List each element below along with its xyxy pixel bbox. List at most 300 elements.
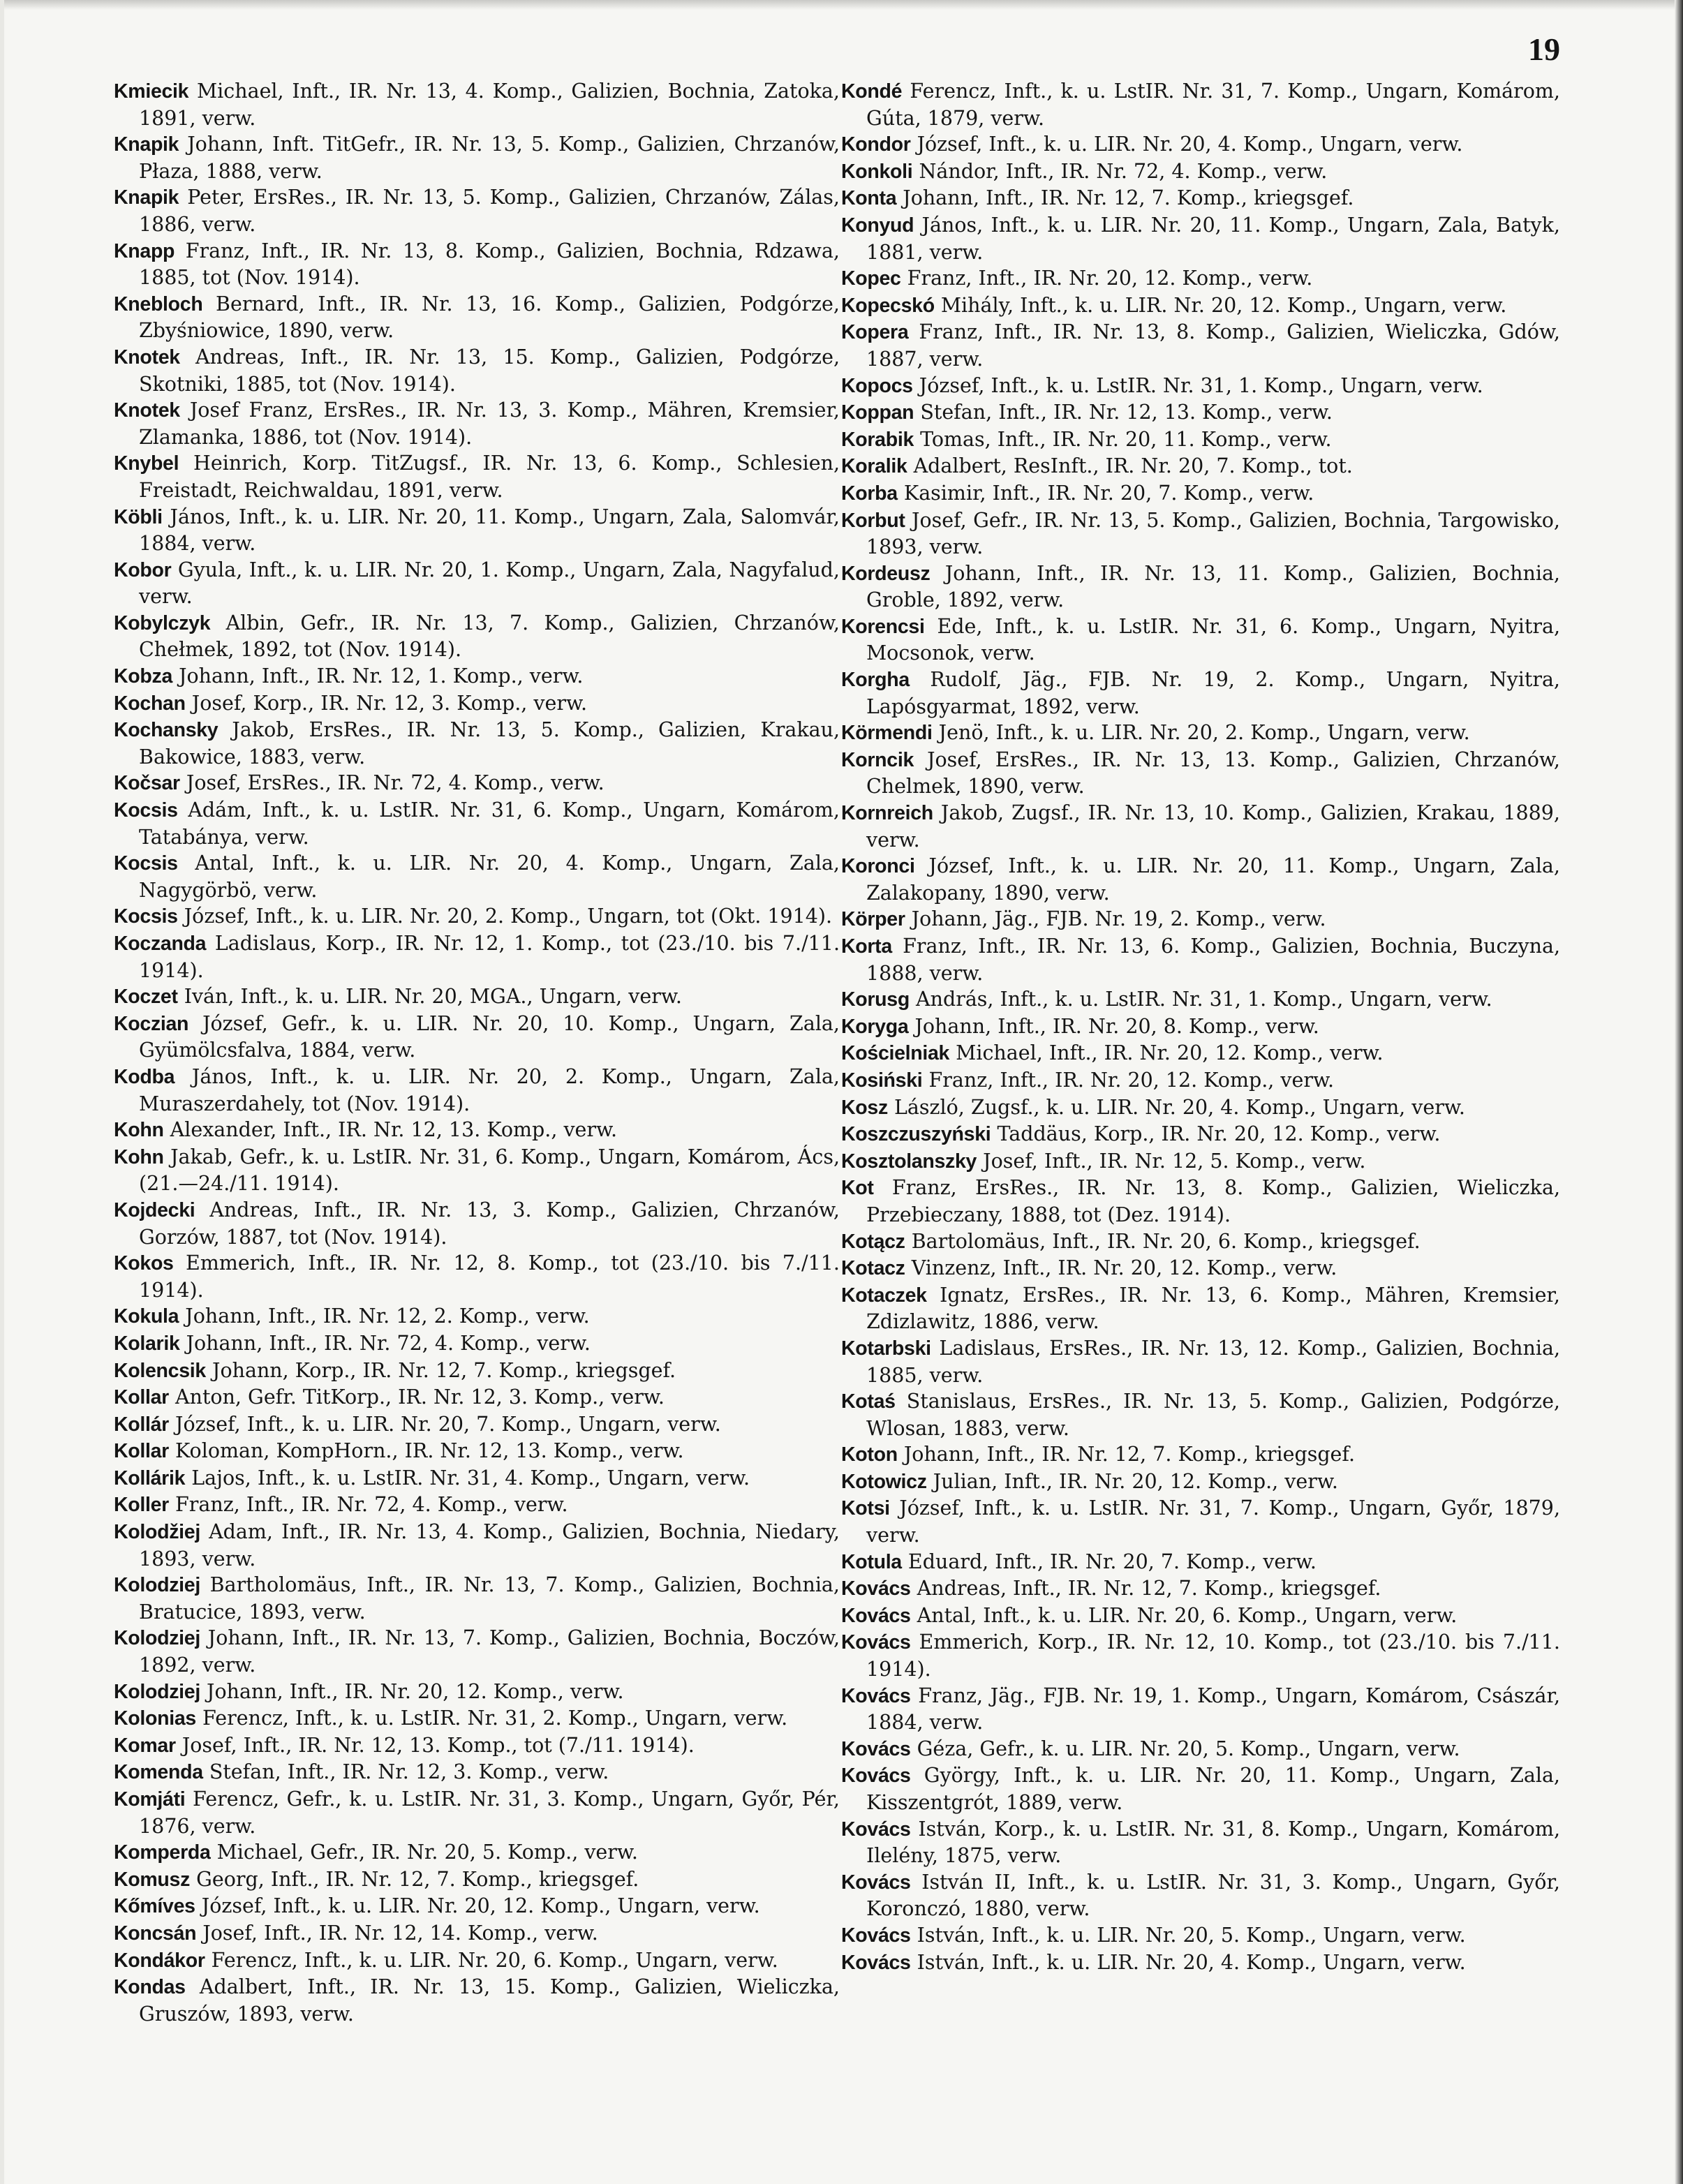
entry-surname: Kotaś — [841, 1390, 896, 1413]
entry-details: Anton, Gefr. TitKorp., IR. Nr. 12, 3. Komp., verw. — [168, 1386, 665, 1409]
entry-details: Johann, Inft., IR. Nr. 12, 7. Komp., kriegsgef. — [897, 1443, 1356, 1466]
list-entry — [841, 319, 1560, 372]
entry-surname: Korncik — [841, 748, 914, 771]
entry-details: Michael, Inft., IR. Nr. 13, 4. Komp., Galizien, Bochnia, Zatoka, 1891, verw. — [139, 80, 840, 130]
entry-surname: Kotula — [841, 1550, 902, 1573]
entry-details: Ignatz, ErsRes., IR. Nr. 13, 6. Komp., Mähren, Kremsier, Zdizlawitz, 1886, verw. — [866, 1283, 1560, 1334]
list-entry — [114, 797, 840, 850]
list-entry — [114, 344, 840, 397]
list-entry — [114, 1920, 840, 1947]
entry-details: Adalbert, ResInft., IR. Nr. 20, 7. Komp., tot. — [907, 454, 1353, 478]
scan-edge-left — [0, 0, 4, 2184]
entry-surname: Kondor — [841, 133, 911, 156]
entry-details: Johann, Inft. TitGefr., IR. Nr. 13, 5. Komp., Galizien, Chrzanów, Płaza, 1888, verw. — [139, 133, 840, 183]
entry-details: Franz, Jäg., FJB. Nr. 19, 1. Komp., Ungarn, Komárom, Császár, 1884, verw. — [866, 1684, 1560, 1734]
entry-surname: Kolodziej — [114, 1574, 200, 1597]
entry-details: Josef, ErsRes., IR. Nr. 13, 13. Komp., Galizien, Chrzanów, Chelmek, 1890, verw. — [866, 748, 1560, 798]
entry-surname: Kollar — [114, 1440, 169, 1463]
list-entry — [114, 1411, 840, 1439]
entry-surname: Korgha — [841, 669, 910, 692]
list-entry — [841, 1441, 1560, 1469]
entry-surname: Kocsis — [114, 852, 178, 875]
list-entry — [114, 1384, 840, 1411]
list-entry — [114, 184, 840, 237]
entry-surname: Knapik — [114, 186, 179, 209]
entry-surname: Kokula — [114, 1305, 179, 1328]
entry-details: Heinrich, Korp. TitZugsf., IR. Nr. 13, 6. Komp., Schlesien, Freistadt, Reichwaldau, 1891, verw. — [139, 452, 840, 502]
entry-surname: Kotącz — [841, 1230, 905, 1253]
list-entry — [841, 1013, 1560, 1041]
list-entry — [114, 1625, 840, 1678]
list-entry — [114, 1519, 840, 1572]
list-entry — [841, 1922, 1560, 1949]
entry-surname: Korta — [841, 935, 892, 958]
list-entry — [841, 1762, 1560, 1815]
entry-surname: Knebloch — [114, 292, 203, 315]
list-entry — [841, 1148, 1560, 1175]
list-entry — [841, 1495, 1560, 1548]
entry-details: István, Korp., k. u. LstIR. Nr. 31, 8. Komp., Ungarn, Komárom, Ilelény, 1875, verw. — [866, 1817, 1560, 1868]
entry-details: János, Inft., k. u. LIR. Nr. 20, 11. Komp., Ungarn, Zala, Batyk, 1881, verw. — [866, 213, 1560, 264]
entry-details: Johann, Inft., IR. Nr. 20, 12. Komp., verw. — [200, 1679, 624, 1703]
entry-details: József, Inft., k. u. LIR. Nr. 20, 7. Komp., Ungarn, verw. — [168, 1412, 721, 1436]
list-entry — [841, 480, 1560, 507]
entry-surname: Korbut — [841, 509, 905, 532]
entry-surname: Köbli — [114, 505, 163, 528]
entry-surname: Kornreich — [841, 802, 933, 825]
entry-details: Emmerich, Korp., IR. Nr. 12, 10. Komp., tot (23./10. bis 7./11. 1914). — [866, 1630, 1560, 1681]
entry-details: Andreas, Inft., IR. Nr. 13, 3. Komp., Galizien, Chrzanów, Gorzów, 1887, tot (Nov. 1914). — [139, 1198, 840, 1249]
entry-surname: Kotowicz — [841, 1470, 927, 1493]
entry-surname: Korba — [841, 482, 898, 505]
entry-details: Géza, Gefr., k. u. LIR. Nr. 20, 5. Komp., Ungarn, verw. — [910, 1737, 1460, 1760]
entry-surname: Kokos — [114, 1252, 174, 1275]
entry-surname: Knotek — [114, 346, 180, 369]
entry-details: Adám, Inft., k. u. LstIR. Nr. 31, 6. Komp., Ungarn, Komárom, Tatabánya, verw. — [139, 798, 840, 849]
list-entry — [841, 1388, 1560, 1441]
list-entry — [841, 1683, 1560, 1736]
list-entry — [841, 1949, 1560, 1977]
entry-details: Michael, Inft., IR. Nr. 20, 12. Komp., verw. — [949, 1041, 1384, 1065]
list-entry — [114, 397, 840, 450]
entry-details: Johann, Inft., IR. Nr. 20, 8. Komp., verw. — [908, 1014, 1319, 1038]
list-entry — [841, 399, 1560, 426]
list-entry — [841, 853, 1560, 906]
list-entry — [114, 1866, 840, 1894]
entry-details: István, Inft., k. u. LIR. Nr. 20, 5. Komp., Ungarn, verw. — [910, 1923, 1466, 1947]
entry-details: Johann, Inft., IR. Nr. 13, 11. Komp., Galizien, Bochnia, Groble, 1892, verw. — [866, 561, 1560, 612]
list-entry — [841, 1282, 1560, 1335]
list-entry — [114, 610, 840, 663]
entry-details: Johann, Inft., IR. Nr. 12, 1. Komp., verw. — [172, 664, 584, 688]
entry-details: Alexander, Inft., IR. Nr. 12, 13. Komp., verw. — [163, 1118, 618, 1142]
entry-surname: Kolarik — [114, 1332, 180, 1355]
entry-surname: Kovács — [841, 1871, 911, 1894]
entry-details: Josef, Gefr., IR. Nr. 13, 5. Komp., Galizien, Bochnia, Targowisko, 1893, verw. — [866, 508, 1560, 559]
entry-surname: Konkoli — [841, 160, 913, 183]
entry-details: Kasimir, Inft., IR. Nr. 20, 7. Komp., verw. — [897, 481, 1314, 505]
entry-surname: Kotaczek — [841, 1284, 927, 1307]
list-entry — [114, 1786, 840, 1839]
entry-surname: Kovács — [841, 1631, 911, 1654]
entry-details: Franz, Inft., IR. Nr. 20, 12. Komp., verw. — [922, 1068, 1335, 1092]
entry-details: Rudolf, Jäg., FJB. Nr. 19, 2. Komp., Ungarn, Nyitra, Lapósgyarmat, 1892, verw. — [866, 668, 1560, 718]
entry-details: István II, Inft., k. u. LstIR. Nr. 31, 3. Komp., Ungarn, Győr, Koronczó, 1880, verw. — [866, 1870, 1560, 1921]
list-entry — [114, 1974, 840, 2027]
entry-surname: Koncsán — [114, 1922, 197, 1945]
list-entry — [114, 1492, 840, 1519]
entry-details: Michael, Gefr., IR. Nr. 20, 5. Komp., verw. — [210, 1841, 638, 1864]
list-entry — [841, 1121, 1560, 1148]
entry-details: Adam, Inft., IR. Nr. 13, 4. Komp., Galizien, Bochnia, Niedary, 1893, verw. — [139, 1520, 840, 1570]
entry-surname: Kopocs — [841, 374, 913, 397]
entry-details: Ede, Inft., k. u. LstIR. Nr. 31, 6. Komp., Ungarn, Nyitra, Mocsonok, verw. — [866, 614, 1560, 665]
entry-details: Eduard, Inft., IR. Nr. 20, 7. Komp., verw. — [901, 1550, 1317, 1573]
entry-surname: Kovács — [841, 1577, 911, 1600]
list-entry — [114, 690, 840, 718]
entry-surname: Kodba — [114, 1065, 175, 1088]
entry-details: Iván, Inft., k. u. LIR. Nr. 20, MGA., Ungarn, verw. — [177, 985, 682, 1009]
entry-details: Bartolomäus, Inft., IR. Nr. 20, 6. Komp., kriegsgef. — [905, 1229, 1421, 1253]
entry-details: Johann, Korp., IR. Nr. 12, 7. Komp., kriegsgef. — [205, 1358, 676, 1382]
entry-details: József, Inft., k. u. LstIR. Nr. 31, 7. Komp., Ungarn, Győr, 1879, verw. — [866, 1496, 1560, 1547]
list-entry — [114, 1572, 840, 1625]
entry-surname: Knotek — [114, 399, 180, 422]
entry-details: György, Inft., k. u. LIR. Nr. 20, 11. Komp., Ungarn, Zala, Kisszentgrót, 1889, verw. — [866, 1764, 1560, 1814]
entry-details: Vinzenz, Inft., IR. Nr. 20, 12. Komp., verw. — [905, 1256, 1337, 1280]
list-entry — [841, 1469, 1560, 1496]
entry-details: Ladislaus, ErsRes., IR. Nr. 13, 12. Komp., Galizien, Bochnia, 1885, verw. — [866, 1336, 1560, 1387]
entry-surname: Korabik — [841, 428, 914, 451]
entry-surname: Knapik — [114, 133, 179, 156]
entry-surname: Konyud — [841, 214, 914, 237]
entry-surname: Kolodziej — [114, 1680, 200, 1703]
list-entry — [114, 1465, 840, 1492]
entry-surname: Kondákor — [114, 1949, 205, 1972]
entry-details: Albin, Gefr., IR. Nr. 13, 7. Komp., Galizien, Chrzanów, Chełmek, 1892, tot (Nov. 1914). — [139, 611, 840, 662]
entry-surname: Koller — [114, 1494, 169, 1517]
entry-details: Andreas, Inft., IR. Nr. 13, 15. Komp., Galizien, Podgórze, Skotniki, 1885, tot (Nov. 1914). — [139, 345, 840, 396]
list-entry — [841, 906, 1560, 933]
list-entry — [114, 1250, 840, 1303]
entry-surname: Kovács — [841, 1924, 911, 1947]
entry-details: Franz, ErsRes., IR. Nr. 13, 8. Komp., Galizien, Wieliczka, Przebieczany, 1888, tot (Dez. 1914). — [866, 1176, 1560, 1226]
list-entry — [114, 850, 840, 903]
list-entry — [114, 450, 840, 503]
list-entry — [841, 426, 1560, 454]
entry-details: Josef, Inft., IR. Nr. 12, 13. Komp., tot (7./11. 1914). — [175, 1733, 695, 1757]
entry-surname: Koralik — [841, 455, 907, 478]
list-entry — [114, 1117, 840, 1144]
entry-details: István, Inft., k. u. LIR. Nr. 20, 4. Komp., Ungarn, verw. — [910, 1950, 1466, 1974]
list-entry — [114, 291, 840, 344]
list-entry — [114, 1064, 840, 1117]
entry-surname: Koczanda — [114, 933, 207, 955]
entry-surname: Koryga — [841, 1015, 909, 1038]
entry-details: Koloman, KompHorn., IR. Nr. 12, 13. Komp., verw. — [168, 1439, 684, 1463]
entry-details: Ferencz, Inft., k. u. LIR. Nr. 20, 6. Komp., Ungarn, verw. — [205, 1948, 778, 1972]
entry-details: László, Zugsf., k. u. LIR. Nr. 20, 4. Komp., Ungarn, verw. — [887, 1095, 1465, 1119]
list-entry — [841, 1736, 1560, 1763]
list-entry — [841, 986, 1560, 1013]
list-entry — [114, 770, 840, 797]
list-entry — [114, 1705, 840, 1732]
list-entry — [841, 131, 1560, 158]
entry-surname: Kovács — [841, 1604, 911, 1627]
entry-surname: Knybel — [114, 452, 179, 475]
entry-surname: Kopecskó — [841, 294, 935, 317]
entry-surname: Kotarbski — [841, 1337, 931, 1360]
list-entry — [841, 212, 1560, 265]
entry-details: Johann, Inft., IR. Nr. 72, 4. Komp., verw. — [179, 1331, 591, 1355]
entry-surname: Kondas — [114, 1976, 186, 1999]
entry-details: Ferencz, Inft., k. u. LstIR. Nr. 31, 7. Komp., Ungarn, Komárom, Gúta, 1879, verw. — [866, 80, 1560, 130]
entry-details: József, Inft., k. u. LstIR. Nr. 31, 1. Komp., Ungarn, verw. — [912, 373, 1483, 397]
entry-details: Lajos, Inft., k. u. LstIR. Nr. 31, 4. Komp., Ungarn, verw. — [185, 1466, 750, 1490]
list-entry — [114, 238, 840, 291]
list-entry — [114, 78, 840, 131]
entry-details: Franz, Inft., IR. Nr. 13, 8. Komp., Galizien, Bochnia, Rdzawa, 1885, tot (Nov. 1914). — [139, 239, 840, 290]
entry-surname: Komjáti — [114, 1788, 186, 1811]
entry-surname: Kosztolanszky — [841, 1150, 977, 1173]
entry-surname: Koronci — [841, 855, 915, 878]
list-entry — [114, 1732, 840, 1760]
entry-surname: Körper — [841, 908, 905, 931]
list-entry — [841, 158, 1560, 186]
entry-details: János, Inft., k. u. LIR. Nr. 20, 2. Komp., Ungarn, Zala, Muraszerdahely, tot (Nov. 1914). — [139, 1064, 840, 1115]
scan-edge-right — [1675, 0, 1683, 2184]
entry-surname: Kohn — [114, 1119, 164, 1142]
entry-surname: Kochansky — [114, 719, 218, 742]
list-entry — [841, 933, 1560, 986]
entry-details: Stanislaus, ErsRes., IR. Nr. 13, 5. Komp., Galizien, Podgórze, Wlosan, 1883, verw. — [866, 1390, 1560, 1440]
list-entry — [114, 983, 840, 1011]
entry-details: Georg, Inft., IR. Nr. 12, 7. Komp., kriegsgef. — [190, 1867, 639, 1891]
entry-surname: Körmendi — [841, 722, 933, 745]
entry-details: Josef, Inft., IR. Nr. 12, 5. Komp., verw. — [977, 1149, 1366, 1173]
entry-surname: Kovács — [841, 1765, 911, 1788]
list-entry — [841, 667, 1560, 720]
list-entry — [841, 1549, 1560, 1576]
entry-surname: Kovács — [841, 1818, 911, 1841]
list-entry — [841, 292, 1560, 320]
list-entry — [114, 1330, 840, 1358]
list-entry — [114, 903, 840, 930]
list-entry — [841, 1228, 1560, 1256]
list-entry — [841, 747, 1560, 800]
list-entry — [114, 1144, 840, 1197]
entry-details: András, Inft., k. u. LstIR. Nr. 31, 1. Komp., Ungarn, verw. — [909, 988, 1492, 1011]
list-entry — [114, 1679, 840, 1706]
right-column — [841, 78, 1560, 1976]
entry-details: József, Inft., k. u. LIR. Nr. 20, 11. Komp., Ungarn, Zala, Zalakopany, 1890, verw. — [866, 854, 1560, 905]
entry-surname: Kosz — [841, 1096, 888, 1119]
list-entry — [841, 1094, 1560, 1122]
entry-details: Peter, ErsRes., IR. Nr. 13, 5. Komp., Galizien, Chrzanów, Zálas, 1886, verw. — [139, 186, 840, 236]
entry-surname: Koton — [841, 1443, 898, 1466]
list-entry — [841, 185, 1560, 212]
entry-details: Antal, Inft., k. u. LIR. Nr. 20, 4. Komp., Ungarn, Zala, Nagygörbö, verw. — [139, 852, 840, 902]
scan-edge-top — [0, 0, 1683, 10]
entry-surname: Koczian — [114, 1012, 189, 1035]
list-entry — [114, 131, 840, 184]
entry-surname: Kotsi — [841, 1497, 890, 1520]
list-entry — [841, 720, 1560, 747]
entry-details: Josef, Inft., IR. Nr. 12, 14. Komp., verw. — [196, 1921, 598, 1945]
entry-details: Ferencz, Inft., k. u. LstIR. Nr. 31, 2. Komp., Ungarn, verw. — [195, 1707, 788, 1730]
entry-details: Jenö, Inft., k. u. LIR. Nr. 20, 2. Komp., Ungarn, verw. — [932, 721, 1470, 745]
list-entry — [114, 1839, 840, 1866]
list-entry — [841, 78, 1560, 131]
entry-surname: Kordeusz — [841, 562, 931, 585]
entry-surname: Kolodziej — [114, 1627, 200, 1650]
list-entry — [114, 1197, 840, 1250]
entry-surname: Kollár — [114, 1413, 169, 1436]
entry-surname: Kolencsik — [114, 1359, 206, 1382]
entry-surname: Komusz — [114, 1868, 191, 1891]
entry-details: Taddäus, Korp., IR. Nr. 20, 12. Komp., verw. — [991, 1122, 1441, 1146]
entry-details: Antal, Inft., k. u. LIR. Nr. 20, 6. Komp., Ungarn, verw. — [910, 1603, 1458, 1627]
list-entry — [114, 1011, 840, 1064]
entry-details: Jakob, Zugsf., IR. Nr. 13, 10. Komp., Galizien, Krakau, 1889, verw. — [866, 801, 1560, 852]
entry-surname: Kocsis — [114, 905, 178, 928]
entry-surname: Kościelniak — [841, 1042, 950, 1065]
entry-details: József, Inft., k. u. LIR. Nr. 20, 2. Komp., Ungarn, tot (Okt. 1914). — [177, 905, 833, 928]
entry-surname: Kotacz — [841, 1257, 905, 1280]
entry-details: Mihály, Inft., k. u. LIR. Nr. 20, 12. Komp., Ungarn, verw. — [934, 293, 1507, 317]
entry-details: Jakob, ErsRes., IR. Nr. 13, 5. Komp., Galizien, Krakau, Bakowice, 1883, verw. — [139, 718, 840, 768]
entry-surname: Kovács — [841, 1684, 911, 1707]
entry-surname: Kopera — [841, 321, 909, 344]
list-entry — [841, 453, 1560, 480]
entry-surname: Kollárik — [114, 1466, 186, 1490]
entry-surname: Kolodžiej — [114, 1521, 200, 1544]
list-entry — [114, 1358, 840, 1385]
entry-details: József, Inft., k. u. LIR. Nr. 20, 4. Komp., Ungarn, verw. — [910, 133, 1463, 156]
entry-details: Tomas, Inft., IR. Nr. 20, 11. Komp., verw. — [914, 427, 1332, 451]
list-entry — [841, 1603, 1560, 1630]
list-entry — [114, 717, 840, 770]
entry-details: Franz, Inft., IR. Nr. 13, 8. Komp., Galizien, Wieliczka, Gdów, 1887, verw. — [866, 320, 1560, 371]
entry-surname: Kocsis — [114, 799, 178, 822]
entry-surname: Kovács — [841, 1951, 911, 1974]
list-entry — [114, 663, 840, 690]
entry-surname: Kosiński — [841, 1069, 923, 1092]
entry-details: János, Inft., k. u. LIR. Nr. 20, 11. Komp., Ungarn, Zala, Salomvár, 1884, verw. — [139, 505, 840, 556]
list-entry — [841, 265, 1560, 292]
entry-details: Franz, Inft., IR. Nr. 72, 4. Komp., verw. — [168, 1493, 568, 1517]
entry-details: Johann, Inft., IR. Nr. 12, 2. Komp., verw. — [179, 1305, 590, 1328]
page-number: 19 — [1528, 31, 1560, 67]
list-entry — [114, 1438, 840, 1465]
entry-details: Johann, Inft., IR. Nr. 12, 7. Komp., kriegsgef. — [896, 186, 1354, 210]
entry-surname: Koczet — [114, 986, 178, 1009]
entry-details: Andreas, Inft., IR. Nr. 12, 7. Komp., kriegsgef. — [910, 1577, 1381, 1600]
entry-details: József, Inft., k. u. LIR. Nr. 20, 12. Komp., Ungarn, verw. — [195, 1894, 760, 1918]
entry-details: Julian, Inft., IR. Nr. 20, 12. Komp., verw. — [926, 1469, 1338, 1493]
list-entry — [114, 1893, 840, 1920]
list-entry — [841, 1869, 1560, 1922]
entry-surname: Koppan — [841, 401, 914, 424]
entry-details: Franz, Inft., IR. Nr. 13, 6. Komp., Galizien, Bochnia, Buczyna, 1888, verw. — [866, 935, 1560, 985]
entry-details: Nándor, Inft., IR. Nr. 72, 4. Komp., verw. — [912, 159, 1328, 183]
list-entry — [114, 557, 840, 610]
entry-details: Franz, Inft., IR. Nr. 20, 12. Komp., verw. — [900, 267, 1313, 290]
entry-details: Johann, Jäg., FJB. Nr. 19, 2. Komp., verw. — [905, 907, 1326, 931]
list-entry — [114, 930, 840, 983]
entry-surname: Konta — [841, 187, 897, 210]
entry-surname: Kohn — [114, 1145, 164, 1168]
entry-surname: Kobor — [114, 558, 172, 581]
list-entry — [841, 1040, 1560, 1067]
entry-surname: Kočsar — [114, 772, 180, 795]
list-entry — [841, 1335, 1560, 1388]
list-entry — [114, 1947, 840, 1975]
entry-surname: Kőmíves — [114, 1895, 195, 1918]
entry-details: Stefan, Inft., IR. Nr. 12, 3. Komp., verw. — [202, 1760, 609, 1784]
entry-surname: Komenda — [114, 1761, 203, 1784]
entry-surname: Komperda — [114, 1841, 211, 1864]
entry-details: Johann, Inft., IR. Nr. 13, 7. Komp., Galizien, Bochnia, Boczów, 1892, verw. — [139, 1626, 840, 1677]
left-column — [114, 78, 840, 2027]
entry-details: Josef Franz, ErsRes., IR. Nr. 13, 3. Komp., Mähren, Kremsier, Zlamanka, 1886, tot (Nov. 1914). — [139, 399, 840, 449]
entry-surname: Knapp — [114, 239, 175, 262]
entry-surname: Kolonias — [114, 1707, 196, 1730]
entry-details: Emmerich, Inft., IR. Nr. 12, 8. Komp., tot (23./10. bis 7./11. 1914). — [139, 1251, 840, 1302]
entry-surname: Kobza — [114, 665, 173, 688]
list-entry — [841, 507, 1560, 560]
list-entry — [841, 1067, 1560, 1094]
entry-details: Bartholomäus, Inft., IR. Nr. 13, 7. Komp., Galizien, Bochnia, Bratucice, 1893, verw. — [139, 1573, 840, 1624]
list-entry — [841, 560, 1560, 614]
entry-details: Bernard, Inft., IR. Nr. 13, 16. Komp., Galizien, Podgórze, Zbyśniowice, 1890, verw. — [139, 292, 840, 343]
entry-surname: Korusg — [841, 988, 910, 1011]
list-entry — [114, 504, 840, 557]
entry-details: Jakab, Gefr., k. u. LstIR. Nr. 31, 6. Komp., Ungarn, Komárom, Ács, (21.—24./11. 1914). — [139, 1145, 840, 1196]
entry-surname: Koszczuszyński — [841, 1123, 991, 1146]
list-entry — [841, 1175, 1560, 1228]
entry-surname: Kollar — [114, 1386, 169, 1409]
entry-details: Josef, Korp., IR. Nr. 12, 3. Komp., verw. — [185, 691, 588, 715]
entry-details: Ladislaus, Korp., IR. Nr. 12, 1. Komp., tot (23./10. bis 7./11. 1914). — [139, 932, 840, 982]
entry-surname: Kopec — [841, 267, 901, 290]
entry-surname: Kovács — [841, 1737, 911, 1760]
entry-surname: Kojdecki — [114, 1198, 195, 1221]
list-entry — [841, 800, 1560, 853]
entry-surname: Kondé — [841, 80, 903, 103]
list-entry — [114, 1759, 840, 1786]
entry-details: Gyula, Inft., k. u. LIR. Nr. 20, 1. Komp., Ungarn, Zala, Nagyfalud, verw. — [139, 558, 840, 609]
entry-surname: Kobylczyk — [114, 611, 211, 634]
list-entry — [841, 373, 1560, 400]
entry-surname: Kmiecik — [114, 80, 189, 103]
list-entry — [114, 1303, 840, 1330]
list-entry — [841, 1255, 1560, 1282]
entry-details: Josef, ErsRes., IR. Nr. 72, 4. Komp., verw. — [179, 771, 605, 795]
list-entry — [841, 1629, 1560, 1682]
list-entry — [841, 614, 1560, 667]
entry-details: József, Gefr., k. u. LIR. Nr. 20, 10. Komp., Ungarn, Zala, Gyümölcsfalva, 1884, verw. — [139, 1011, 840, 1062]
entry-details: Stefan, Inft., IR. Nr. 12, 13. Komp., verw. — [914, 401, 1333, 424]
entry-details: Ferencz, Gefr., k. u. LstIR. Nr. 31, 3. Komp., Ungarn, Győr, Pér, 1876, verw. — [139, 1788, 840, 1838]
entry-surname: Kochan — [114, 692, 186, 715]
entry-surname: Komar — [114, 1734, 176, 1757]
entry-surname: Kot — [841, 1177, 874, 1200]
list-entry — [841, 1816, 1560, 1869]
list-entry — [841, 1575, 1560, 1603]
entry-surname: Korencsi — [841, 615, 925, 638]
entry-details: Adalbert, Inft., IR. Nr. 13, 15. Komp., Galizien, Wieliczka, Gruszów, 1893, verw. — [139, 1975, 840, 2026]
